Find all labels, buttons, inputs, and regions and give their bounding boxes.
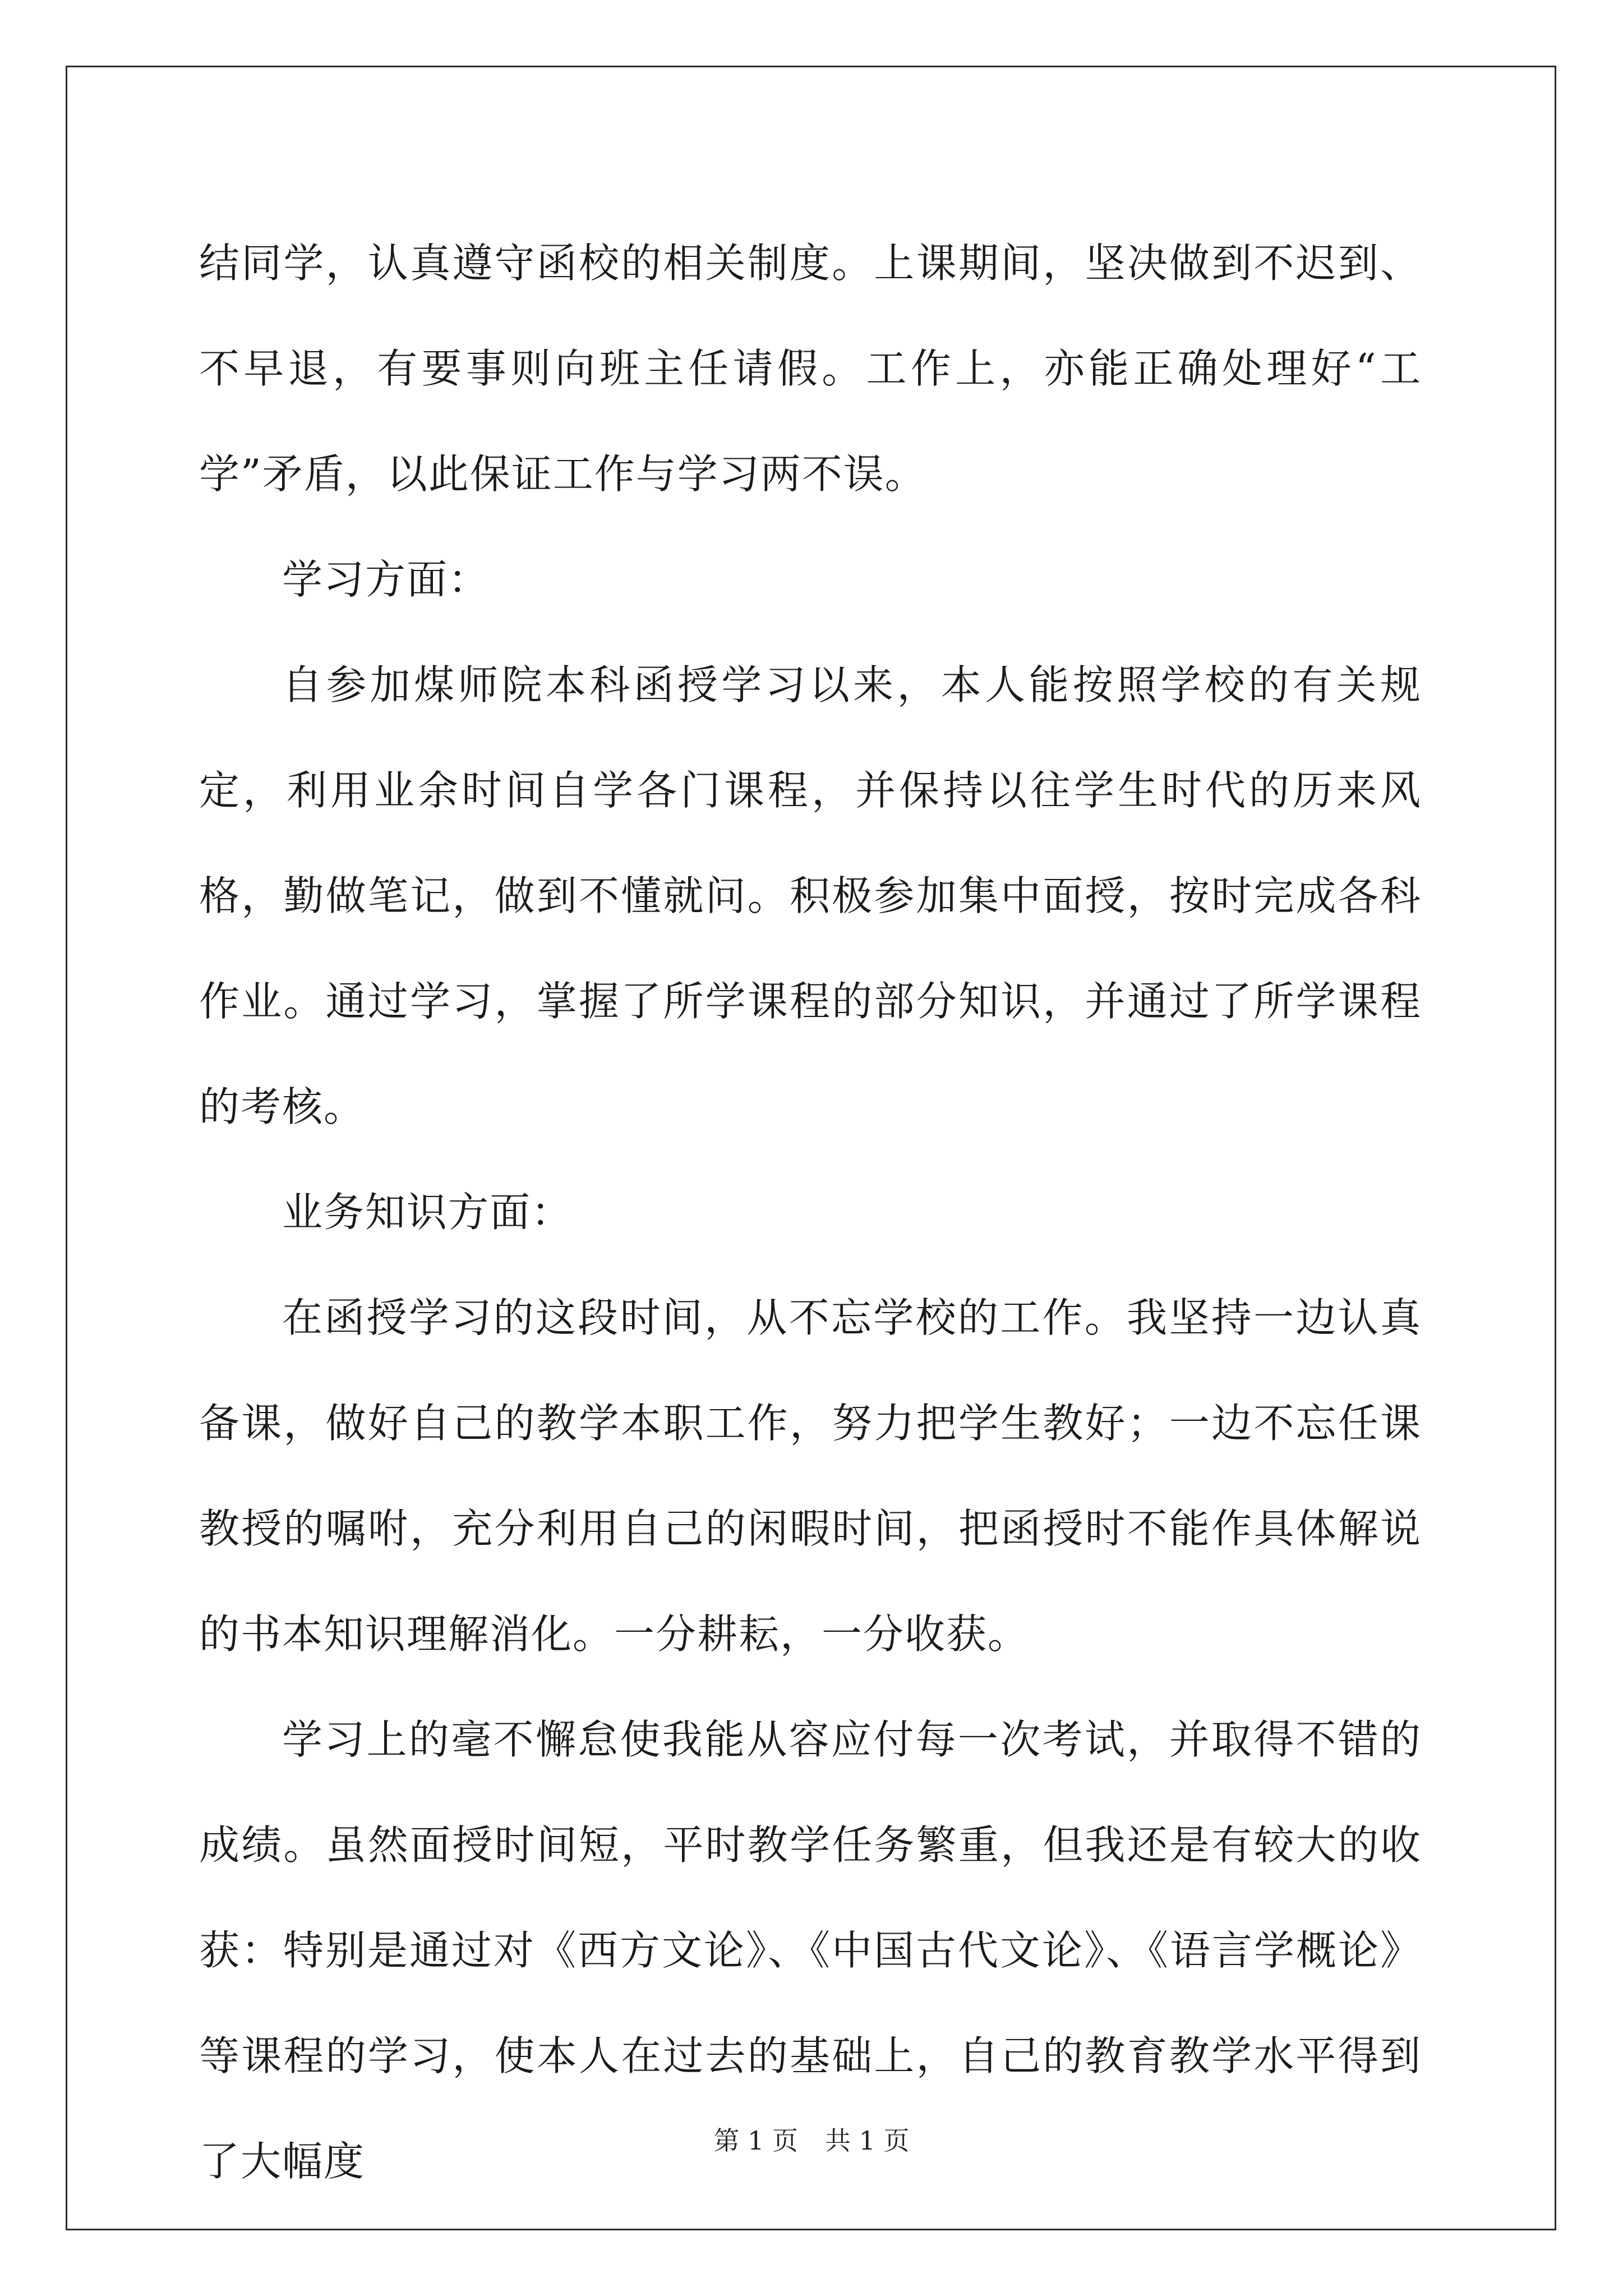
page-total: 共 1 页 (825, 2125, 910, 2156)
paragraph-2: 自参加煤师院本科函授学习以来，本人能按照学校的有关规定，利用业余时间自学各门课程，并保持以往学生时代的历来风格，勤做笔记，做到不懂就问。积极参加集中面授，按时完成各科作业。通过学习，掌握了所学课程的部分知识，并通过了所学课程的考核。 (199, 661, 1422, 1130)
page-number: 第 1 页 (713, 2125, 798, 2156)
page-footer (0, 2124, 1623, 2157)
paragraph-4: 学习上的毫不懈怠使我能从容应付每一次考试，并取得不错的成绩。虽然面授时间短，平时教学任务繁重，但我还是有较大的收获：特别是通过对《西方文论》、《中国古代文论》、《语言学概论》等课程的学习，使本人在过去的基础上，自己的教育教学水平得到了大幅度 (199, 1716, 1422, 2185)
section-heading-study: 学习方面： (282, 556, 490, 603)
paragraph-1: 结同学，认真遵守函校的相关制度。上课期间，坚决做到不迟到、不早退，有要事则向班主任请假。工作上，亦能正确处理好“工学”矛盾，以此保证工作与学习两不误。 (199, 240, 1422, 498)
paragraph-3: 在函授学习的这段时间，从不忘学校的工作。我坚持一边认真备课，做好自己的教学本职工作，努力把学生教好；一边不忘任课教授的嘱咐，充分利用自己的闲暇时间，把函授时不能作具体解说的书本知识理解消化。一分耕耘，一分收获。 (199, 1294, 1422, 1658)
section-heading-professional-knowledge: 业务知识方面： (282, 1189, 573, 1236)
document-body (199, 210, 1422, 2214)
